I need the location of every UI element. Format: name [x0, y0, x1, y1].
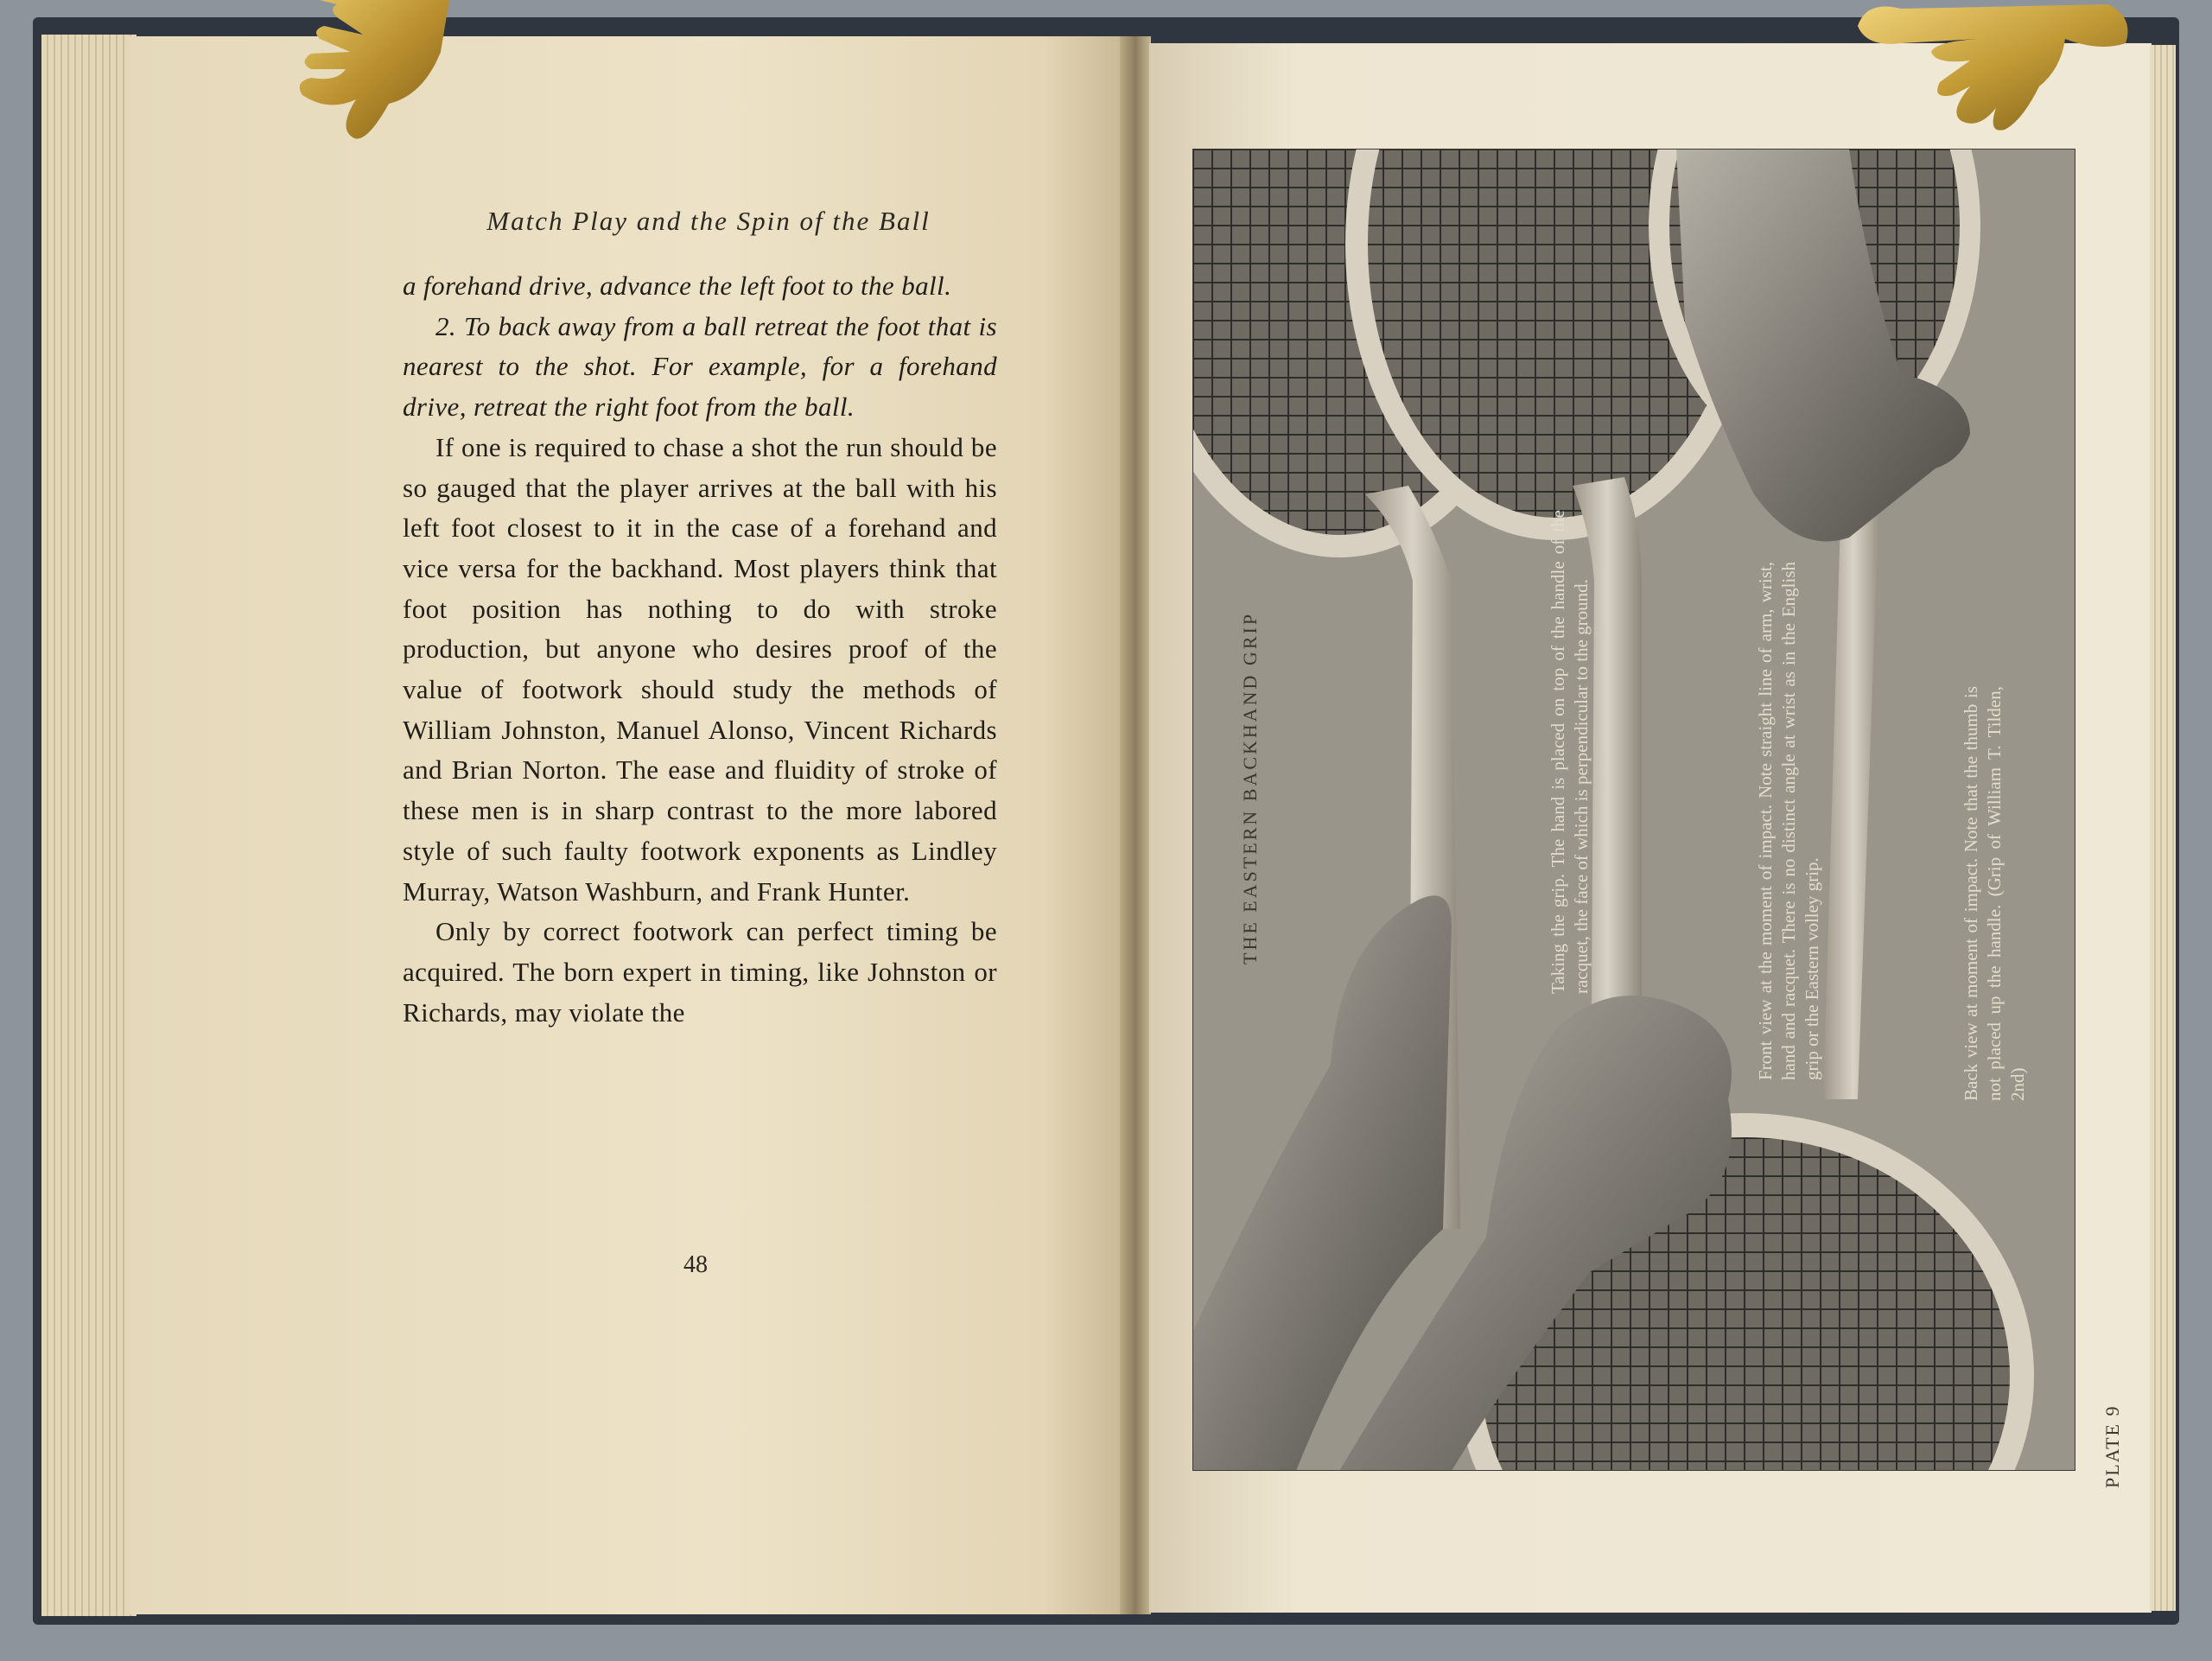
- page-edges-left: [41, 35, 137, 1616]
- caption-back-view: Back view at moment of impact. Note that the thumb is not placed up the handle. (Grip of William T. Tilden, 2nd): [1961, 686, 2028, 1101]
- running-head: Match Play and the Spin of the Ball: [486, 206, 931, 236]
- brass-hand-clip-left: [285, 0, 458, 147]
- brass-hand-clip-right: [1849, 0, 2134, 138]
- caption-taking-grip: Taking the grip. The hand is placed on top of the handle of the racquet, the face of which is perpendicular to the ground.: [1548, 510, 1592, 994]
- plate-title: THE EASTERN BACKHAND GRIP: [1239, 611, 1261, 964]
- paragraph: a forehand drive, advance the left foot to the ball.: [403, 270, 952, 301]
- book-gutter: [1120, 36, 1151, 1614]
- page-number: 48: [683, 1251, 708, 1278]
- paragraph: Only by correct footwork can perfect timing be acquired. The born expert in timing, like Johnston or Richards, may violate the: [403, 916, 997, 1028]
- paragraph: If one is required to chase a shot the run should be so gauged that the player arrives at the ball with his left foot closest to it in the case of a forehand and vice versa for the backhand. Most players think that foot position has nothing to do with stroke production, but anyone who desires proof of the value of footwork should study the methods of William Johnston, Manuel Alonso, Vincent Richards and Brian Norton. The ease and fluidity of stroke of these men is in sharp contrast to the more labored style of such faulty footwork exponents as Lindley Murray, Watson Washburn, and Frank Hunter.: [403, 431, 997, 907]
- paragraph: 2. To back away from a ball retreat the foot that is nearest to the shot. For example, for a forehand drive, retreat the right foot from the ball.: [403, 310, 997, 423]
- page-edges-right: [2150, 45, 2176, 1611]
- body-text: [403, 266, 997, 1033]
- plate-number: PLATE 9: [2101, 1404, 2123, 1488]
- caption-front-view: Front view at the moment of impact. Note straight line of arm, wrist, hand and racquet. There is no distinct angle at wrist as in the English grip or the Eastern volley grip.: [1755, 562, 1822, 1080]
- plate-photograph: [1192, 149, 2075, 1471]
